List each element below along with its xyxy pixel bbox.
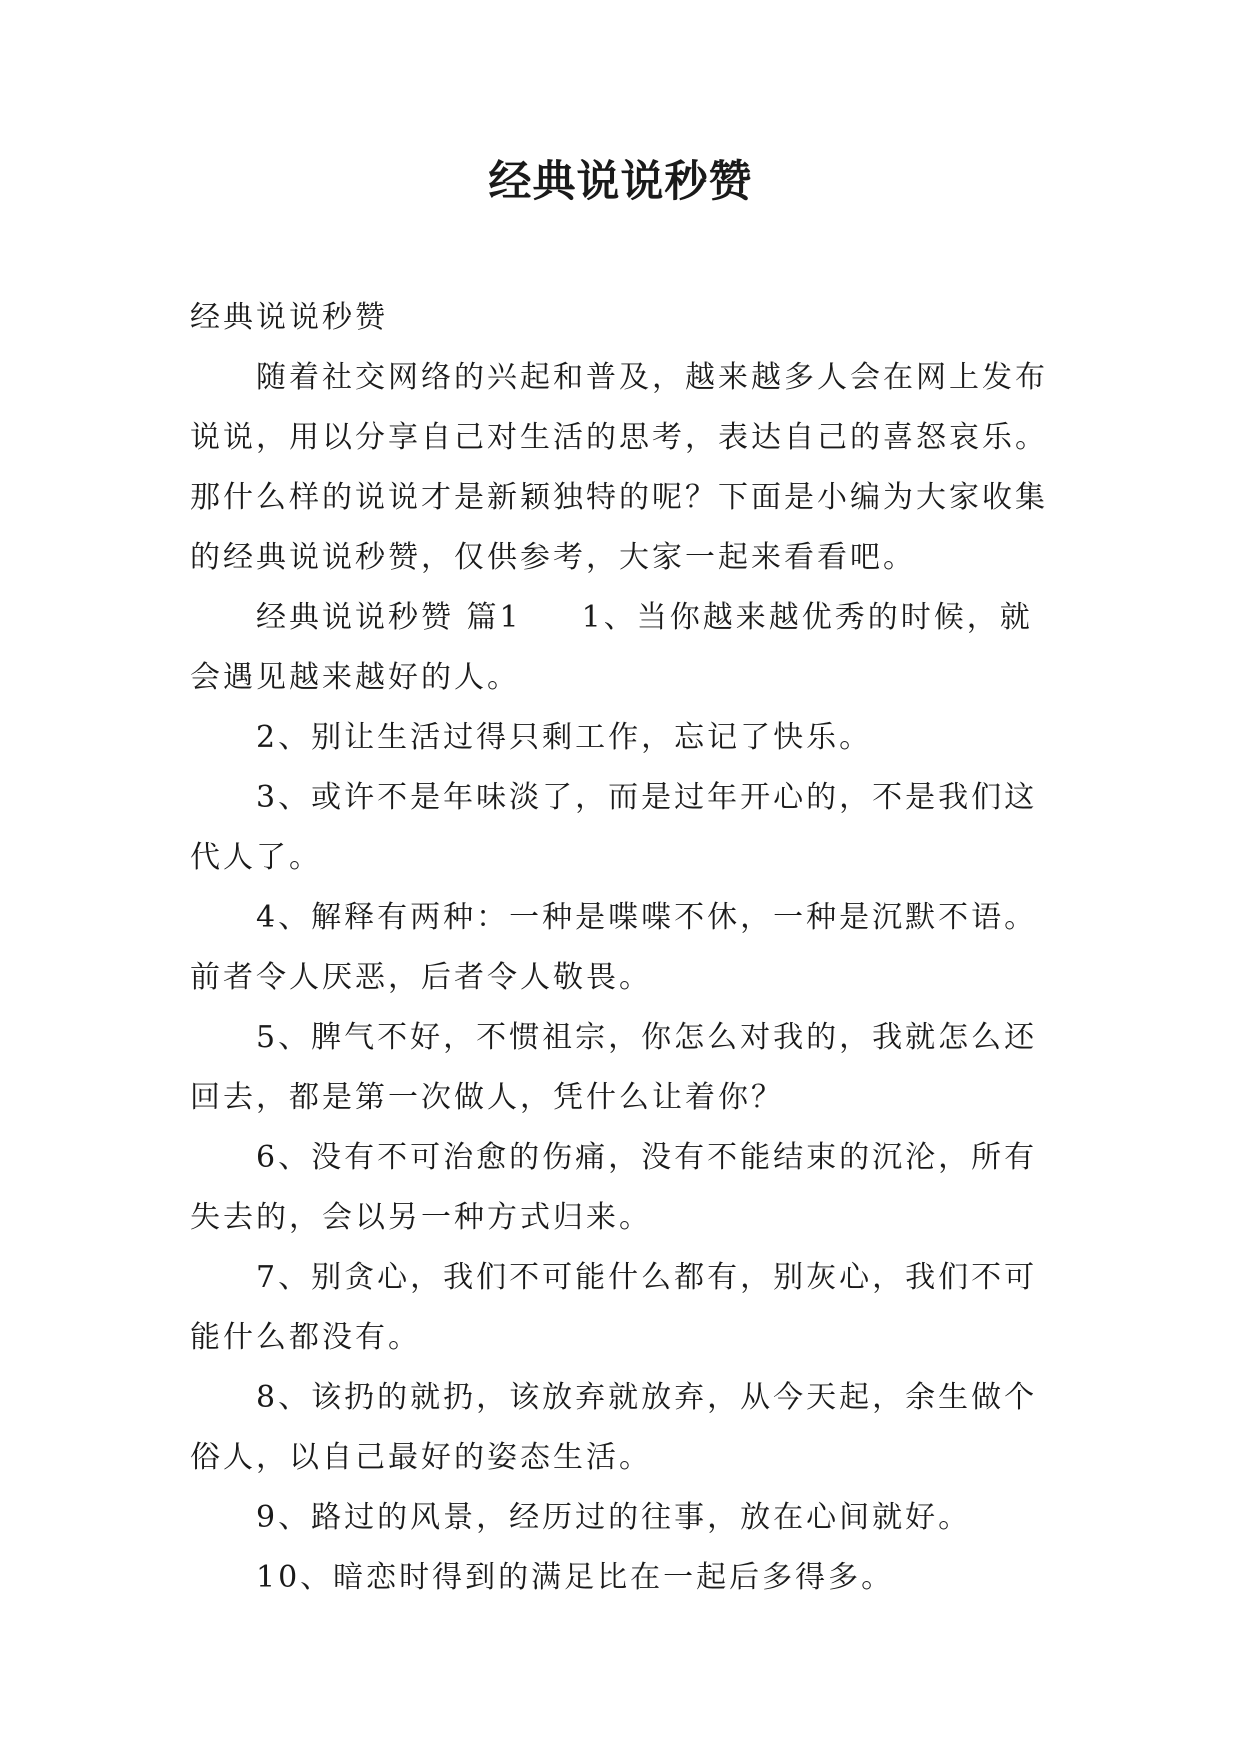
page-title: 经典说说秒赞: [488, 157, 753, 207]
section-heading: 经典说说秒赞 篇1: [256, 600, 522, 635]
list-item-3: 3、或许不是年味淡了，而是过年开心的，不是我们这代人了。: [190, 780, 1038, 875]
list-item-7: 7、别贪心，我们不可能什么都有，别灰心，我们不可能什么都没有。: [190, 1260, 1038, 1355]
list-item-9: 9、路过的风景，经历过的往事，放在心间就好。: [256, 1500, 972, 1535]
list-item-4: 4、解释有两种：一种是喋喋不休，一种是沉默不语。前者令人厌恶，后者令人敬畏。: [190, 900, 1038, 995]
document-body: [190, 288, 1050, 1608]
list-item-6: 6、没有不可治愈的伤痛，没有不能结束的沉沦，所有失去的，会以另一种方式归来。: [190, 1140, 1038, 1235]
list-item-1: 1、当你越来越优秀的时候，就会遇见越来越好的人。: [190, 600, 1033, 695]
document-subtitle: 经典说说秒赞: [190, 300, 388, 335]
intro-paragraph: 随着社交网络的兴起和普及，越来越多人会在网上发布说说，用以分享自己对生活的思考，表达自己的喜怒哀乐。那什么样的说说才是新颖独特的呢？下面是小编为大家收集的经典说说秒赞，仅供参考，大家一起来看看吧。: [190, 360, 1048, 575]
list-item-5: 5、脾气不好，不惯祖宗，你怎么对我的，我就怎么还回去，都是第一次做人，凭什么让着你？: [190, 1020, 1038, 1115]
list-item-2: 2、别让生活过得只剩工作，忘记了快乐。: [256, 720, 873, 755]
list-item-10: 10、暗恋时得到的满足比在一起后多得多。: [256, 1560, 895, 1595]
list-item-8: 8、该扔的就扔，该放弃就放弃，从今天起，余生做个俗人，以自己最好的姿态生活。: [190, 1380, 1038, 1475]
section-paragraph: [190, 588, 1050, 708]
